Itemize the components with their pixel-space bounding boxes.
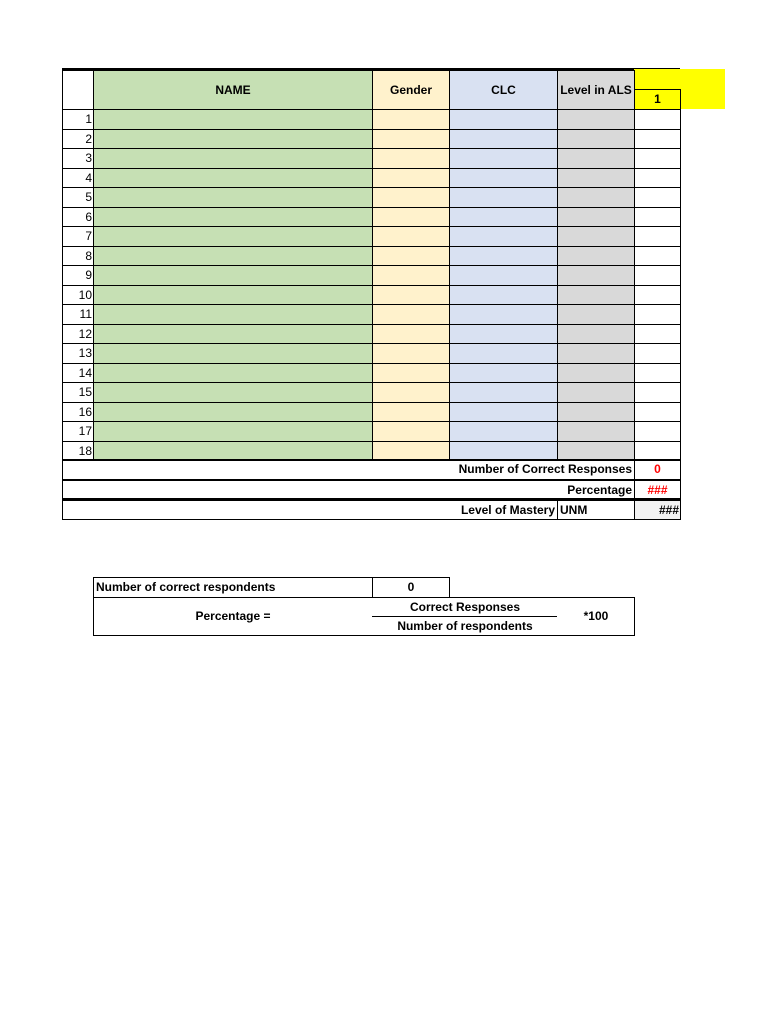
score-cell[interactable] <box>634 343 681 364</box>
gender-cell[interactable] <box>372 246 450 266</box>
formula-percentage-label: Percentage = <box>195 609 271 623</box>
level-cell[interactable] <box>557 187 635 208</box>
level-cell[interactable] <box>557 226 635 247</box>
name-cell[interactable] <box>93 168 373 188</box>
percentage-value: ### <box>634 480 681 500</box>
row-number: 6 <box>62 207 94 227</box>
score-cell[interactable] <box>634 402 681 422</box>
level-cell[interactable] <box>557 402 635 422</box>
score-cell[interactable] <box>634 226 681 247</box>
name-cell[interactable] <box>93 324 373 344</box>
row-number: 9 <box>62 265 94 286</box>
gender-cell[interactable] <box>372 226 450 247</box>
score-cell[interactable] <box>634 382 681 403</box>
header-gender: Gender <box>372 70 450 110</box>
gender-cell[interactable] <box>372 402 450 422</box>
row-number: 15 <box>62 382 94 403</box>
gender-cell[interactable] <box>372 187 450 208</box>
row-number: 14 <box>62 363 94 383</box>
row-number: 8 <box>62 246 94 266</box>
score-cell[interactable] <box>634 285 681 305</box>
level-cell[interactable] <box>557 421 635 442</box>
row-number: 10 <box>62 285 94 305</box>
mastery-value: UNM <box>557 500 635 520</box>
gender-cell[interactable] <box>372 109 450 130</box>
clc-cell[interactable] <box>449 246 558 266</box>
header-name: NAME <box>93 70 373 110</box>
level-cell[interactable] <box>557 304 635 325</box>
row-number: 12 <box>62 324 94 344</box>
gender-cell[interactable] <box>372 265 450 286</box>
score-cell[interactable] <box>634 168 681 188</box>
row-number: 16 <box>62 402 94 422</box>
score-cell[interactable] <box>634 324 681 344</box>
gender-cell[interactable] <box>372 148 450 169</box>
clc-cell[interactable] <box>449 226 558 247</box>
row-number: 13 <box>62 343 94 364</box>
level-cell[interactable] <box>557 285 635 305</box>
score-cell[interactable] <box>634 109 681 130</box>
gender-cell[interactable] <box>372 207 450 227</box>
clc-cell[interactable] <box>449 207 558 227</box>
clc-cell[interactable] <box>449 148 558 169</box>
header-number-cell <box>62 70 94 110</box>
clc-cell[interactable] <box>449 324 558 344</box>
gender-cell[interactable] <box>372 324 450 344</box>
clc-cell[interactable] <box>449 285 558 305</box>
level-cell[interactable] <box>557 343 635 364</box>
score-cell[interactable] <box>634 265 681 286</box>
header-level-in-als: Level in ALS <box>557 70 635 110</box>
correct-responses-value: 0 <box>634 459 681 480</box>
row-number: 7 <box>62 226 94 247</box>
score-cell[interactable] <box>634 207 681 227</box>
name-cell[interactable] <box>93 109 373 130</box>
score-cell[interactable] <box>634 363 681 383</box>
clc-cell[interactable] <box>449 421 558 442</box>
name-cell[interactable] <box>93 363 373 383</box>
clc-cell[interactable] <box>449 363 558 383</box>
gender-cell[interactable] <box>372 304 450 325</box>
gender-cell[interactable] <box>372 168 450 188</box>
mastery-score: ### <box>634 500 681 520</box>
name-cell[interactable] <box>93 129 373 149</box>
name-cell[interactable] <box>93 285 373 305</box>
name-cell[interactable] <box>93 421 373 442</box>
gender-cell[interactable] <box>372 421 450 442</box>
score-cell[interactable] <box>634 246 681 266</box>
gender-cell[interactable] <box>372 129 450 149</box>
level-cell[interactable] <box>557 148 635 169</box>
respondents-label: Number of correct respondents <box>93 577 373 598</box>
row-number: 18 <box>62 441 94 461</box>
level-cell[interactable] <box>557 363 635 383</box>
clc-cell[interactable] <box>449 304 558 325</box>
row-number: 4 <box>62 168 94 188</box>
row-number: 2 <box>62 129 94 149</box>
score-cell[interactable] <box>634 421 681 442</box>
name-cell[interactable] <box>93 148 373 169</box>
respondents-value: 0 <box>372 577 450 598</box>
clc-cell[interactable] <box>449 441 558 461</box>
clc-cell[interactable] <box>449 168 558 188</box>
clc-cell[interactable] <box>449 129 558 149</box>
row-number: 5 <box>62 187 94 208</box>
level-cell[interactable] <box>557 246 635 266</box>
score-cell[interactable] <box>634 129 681 149</box>
formula-numerator: Correct Responses <box>409 600 521 614</box>
name-cell[interactable] <box>93 265 373 286</box>
clc-cell[interactable] <box>449 402 558 422</box>
name-cell[interactable] <box>93 382 373 403</box>
name-cell[interactable] <box>93 441 373 461</box>
row-number: 11 <box>62 304 94 325</box>
gender-cell[interactable] <box>372 343 450 364</box>
level-cell[interactable] <box>557 129 635 149</box>
formula-multiplier: *100 <box>583 609 609 623</box>
row-number: 1 <box>62 109 94 130</box>
score-cell[interactable] <box>634 187 681 208</box>
header-clc: CLC <box>449 70 558 110</box>
gender-cell[interactable] <box>372 382 450 403</box>
clc-cell[interactable] <box>449 187 558 208</box>
gender-cell[interactable] <box>372 441 450 461</box>
row-number: 3 <box>62 148 94 169</box>
level-cell[interactable] <box>557 324 635 344</box>
name-cell[interactable] <box>93 226 373 247</box>
percentage-label: Percentage <box>62 480 635 500</box>
gender-cell[interactable] <box>372 363 450 383</box>
level-cell[interactable] <box>557 207 635 227</box>
clc-cell[interactable] <box>449 109 558 130</box>
name-cell[interactable] <box>93 246 373 266</box>
correct-responses-label: Number of Correct Responses <box>62 459 635 480</box>
score-cell[interactable] <box>634 304 681 325</box>
score-cell[interactable] <box>634 148 681 169</box>
header-item-number: 1 <box>634 89 681 110</box>
name-cell[interactable] <box>93 402 373 422</box>
formula-denominator: Number of respondents <box>397 619 533 633</box>
name-cell[interactable] <box>93 207 373 227</box>
mastery-label: Level of Mastery <box>62 500 558 520</box>
level-cell[interactable] <box>557 265 635 286</box>
row-number: 17 <box>62 421 94 442</box>
level-cell[interactable] <box>557 109 635 130</box>
gender-cell[interactable] <box>372 285 450 305</box>
clc-cell[interactable] <box>449 382 558 403</box>
name-cell[interactable] <box>93 304 373 325</box>
level-cell[interactable] <box>557 168 635 188</box>
clc-cell[interactable] <box>449 343 558 364</box>
level-cell[interactable] <box>557 441 635 461</box>
name-cell[interactable] <box>93 343 373 364</box>
clc-cell[interactable] <box>449 265 558 286</box>
name-cell[interactable] <box>93 187 373 208</box>
level-cell[interactable] <box>557 382 635 403</box>
score-cell[interactable] <box>634 441 681 461</box>
